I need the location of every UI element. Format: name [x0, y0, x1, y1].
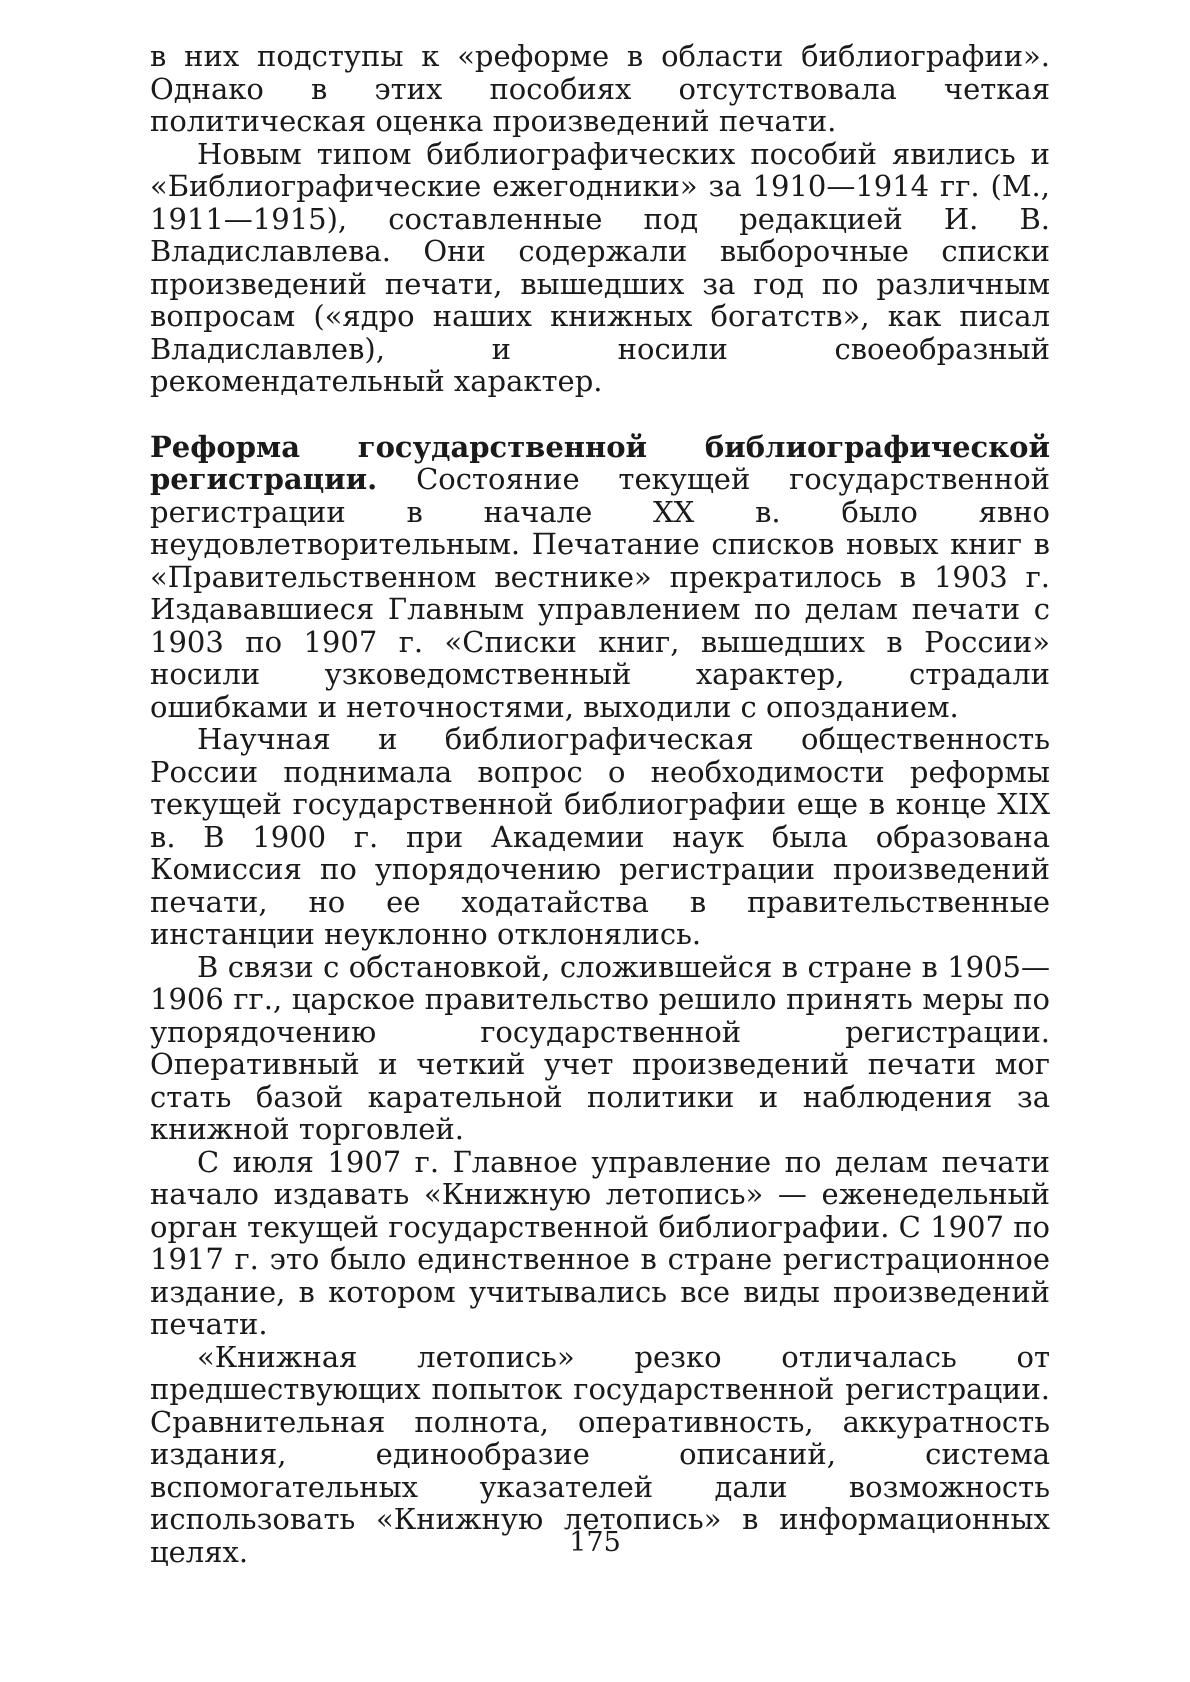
page-number: 175: [569, 1527, 621, 1558]
paragraph-continuation: в них подступы к «реформе в области библиографии». Однако в этих пособиях отсутствовала четкая политическая оценка произведений печати.: [150, 39, 1050, 138]
paragraph-reform: [150, 431, 1050, 724]
paragraph-academy: Научная и библиографическая общественность России поднимала вопрос о необходимости реформы текущей государственной библиографии еще в конце XIX в. В 1900 г. при Академии наук была образована Комиссия по упорядочению регистрации произведений печати, но ее ходатайства в правительственные инстанции неуклонно отклонялись.: [150, 722, 1050, 951]
paragraph-government: В связи с обстановкой, сложившейся в стране в 1905—1906 гг., царское правительство решило принять меры по упорядочению государственной регистрации. Оперативный и четкий учет произведений печати мог стать базой карательной политики и наблюдения за книжной торговлей.: [150, 949, 1050, 1146]
document-page: [150, 40, 1050, 1640]
paragraph-chronicle-features: «Книжная летопись» резко отличалась от предшествующих попыток государственной регистрации. Сравнительная полнота, оперативность, аккуратность издания, единообразие описаний, система вспомогательных указателей дали возможность использовать «Книжную летопись» в информационных целях.: [150, 1339, 1050, 1569]
section-heading: Реформа государственной библиографической регистрации.: [150, 429, 1050, 496]
paragraph-chronicle-start: С июля 1907 г. Главное управление по делам печати начало издавать «Книжную летопись» — еженедельный орган текущей государственной библиографии. С 1907 по 1917 г. это было единственное в стране регистрационное издание, в котором учитывались все виды произведений печати.: [150, 1144, 1050, 1341]
body-text: [150, 40, 1050, 1568]
paragraph-yearbooks: Новым типом библиографических пособий явились и «Библиографические ежегодники» за 1910—1914 гг. (М., 1911—1915), составленные под редакцией И. В. Владиславлева. Они содержали выборочные списки произведений печати, вышедших за год по различным вопросам («ядро наших книжных богатств», как писал Владиславлев), и носили своеобразный рекомендательный характер.: [150, 136, 1050, 398]
paragraph-reform-text: Состояние текущей государственной регистрации в начале XX в. было явно неудовлетворительным. Печатание списков новых книг в «Правительственном вестнике» прекратилось в 1903 г. Издававшиеся Главным управлением по делам печати с 1903 по 1907 г. «Списки книг, вышедших в России» носили узковедомственный характер, страдали ошибками и неточностями, выходили с опозданием.: [150, 462, 1050, 724]
